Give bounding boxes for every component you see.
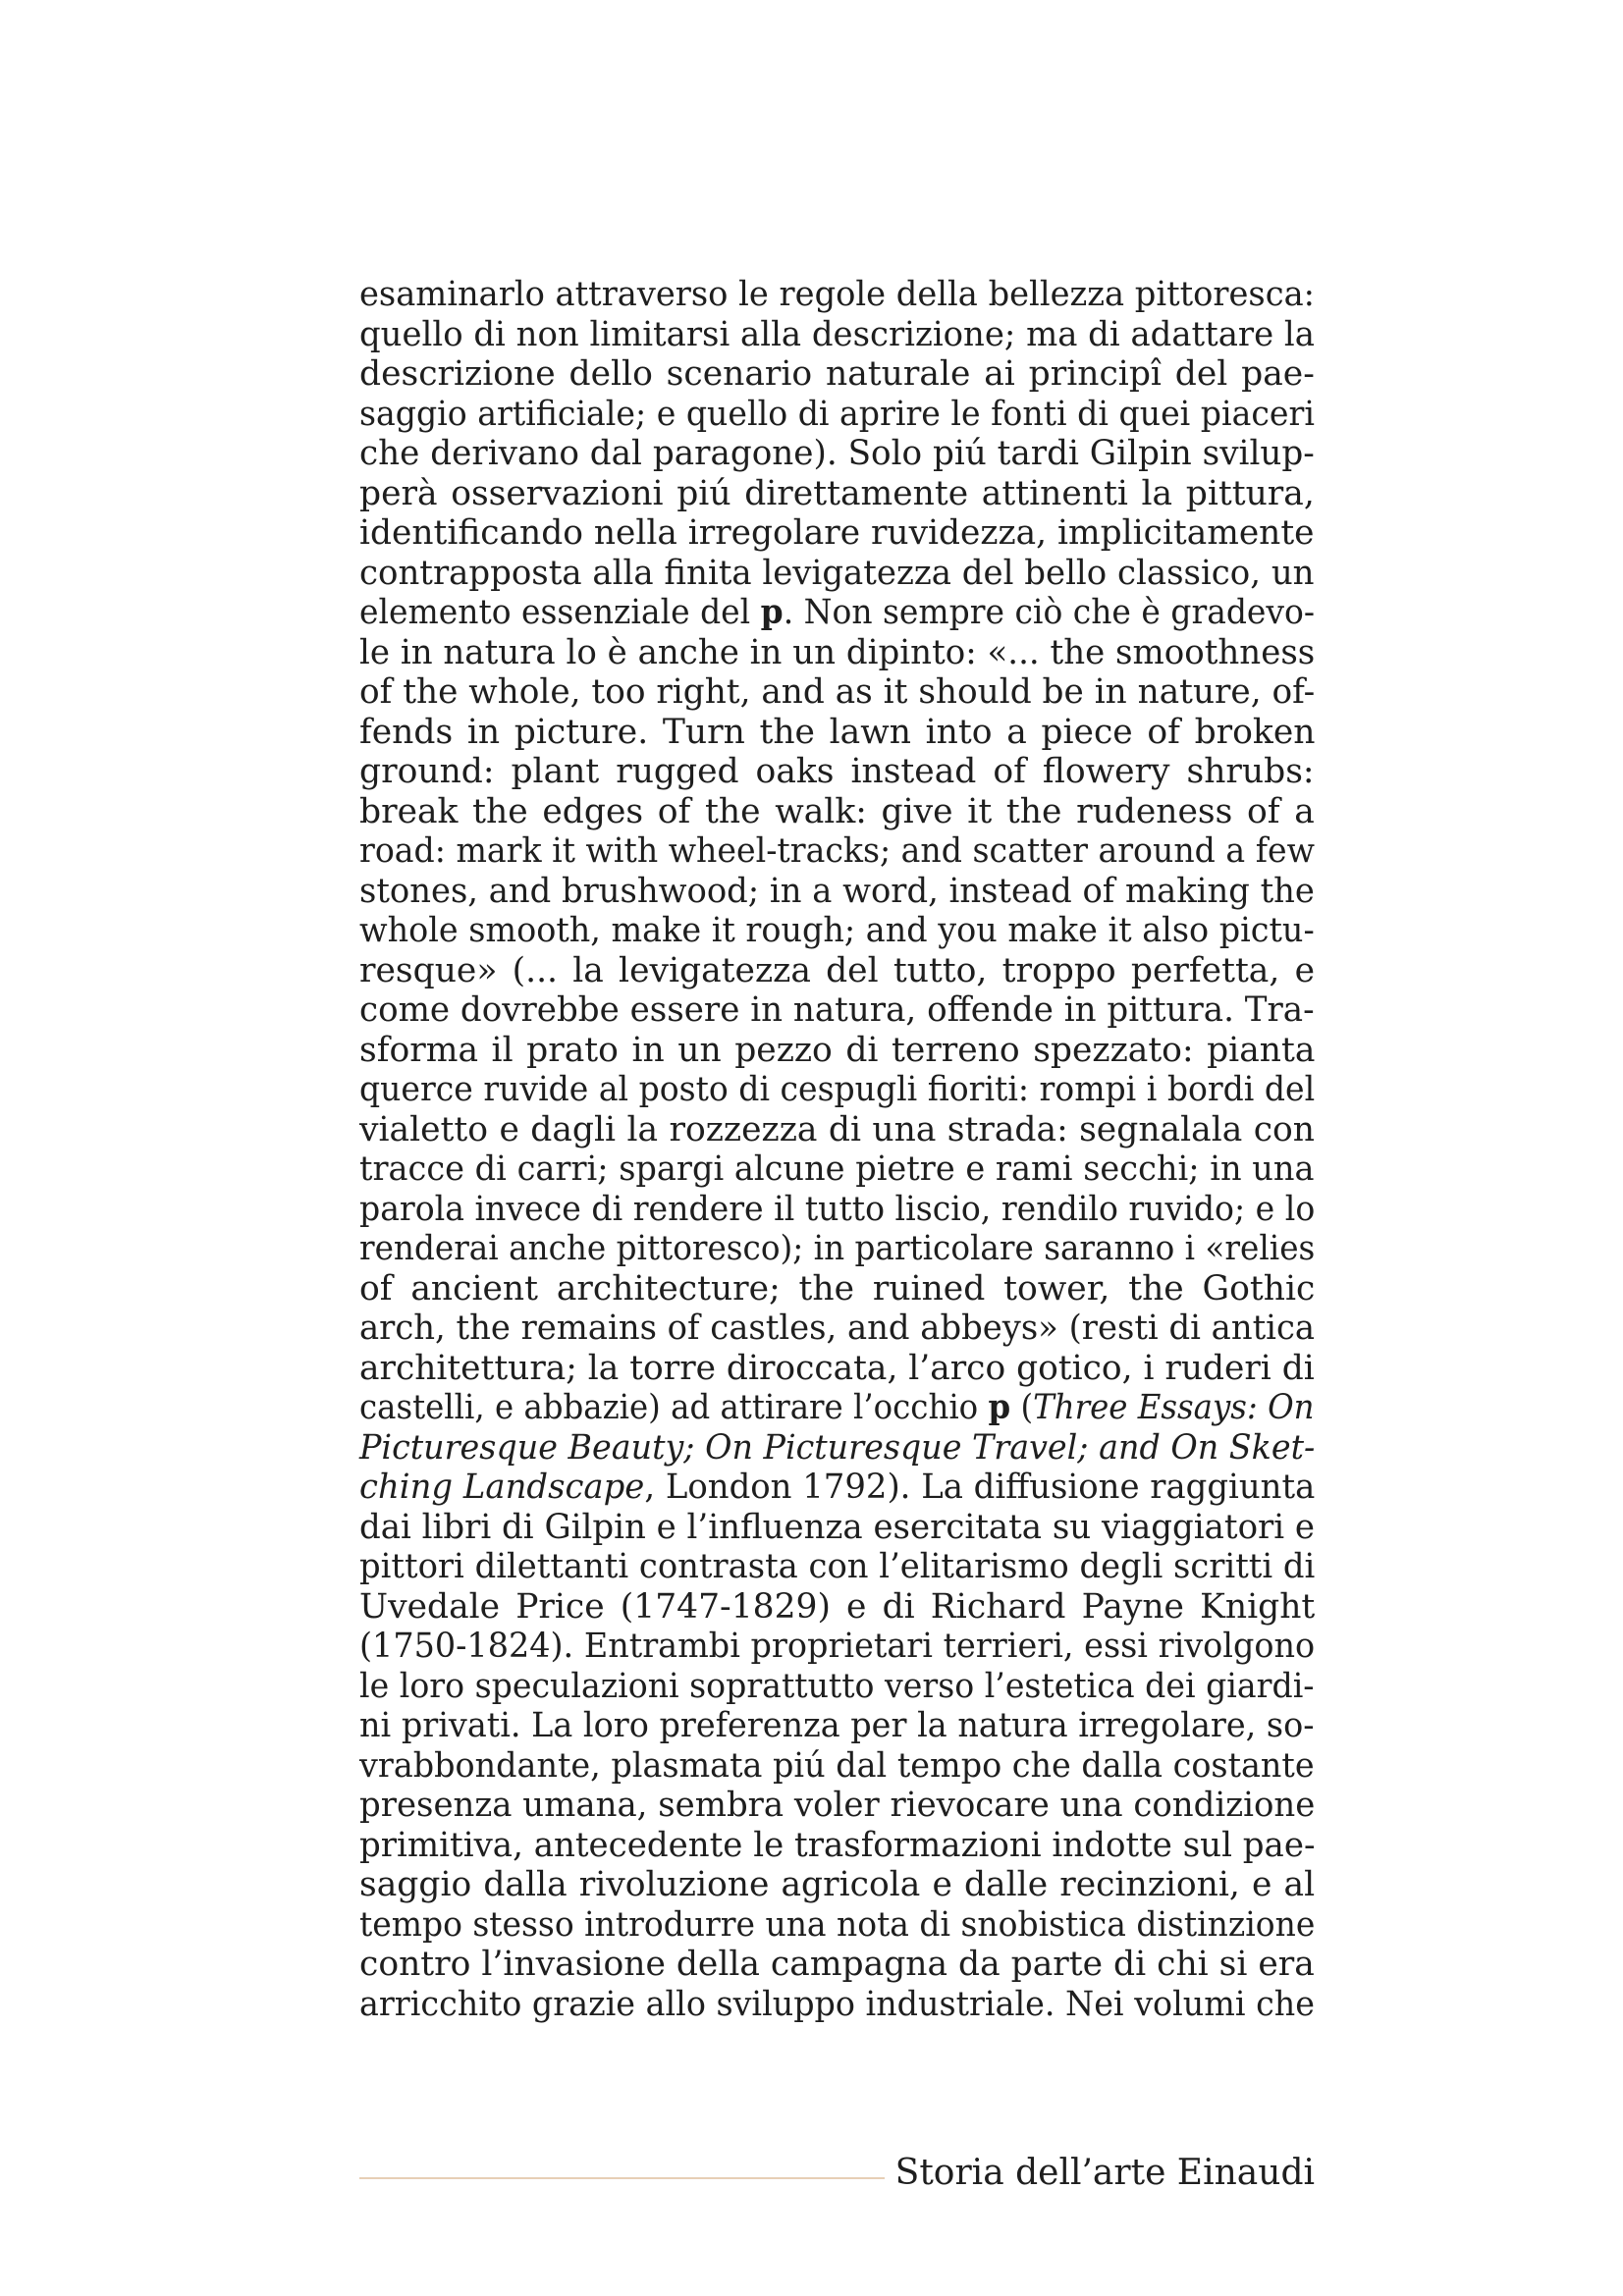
- text-line: [359, 951, 1315, 991]
- text-segment: . Non sempre ciò che è gradevo-: [783, 593, 1315, 632]
- text-line: [359, 1190, 1315, 1230]
- text-line: [359, 1149, 1315, 1190]
- italic-title: Picturesque Beauty; On Picturesque Travel; and On Sket-: [359, 1427, 1316, 1468]
- text-line: [359, 1269, 1315, 1309]
- text-line: [359, 474, 1315, 514]
- text-segment: saggio dalla rivoluzione agricola e dalle recinzioni, e al: [359, 1865, 1316, 1904]
- text-segment: (1750-1824). Entrambi proprietari terrieri, essi rivolgono: [359, 1627, 1316, 1666]
- text-line: [359, 1070, 1315, 1110]
- text-line: [359, 713, 1315, 753]
- text-line: [359, 395, 1315, 435]
- text-segment: break the edges of the walk: give it the rudeness of a: [359, 791, 1315, 831]
- text-line: [359, 1031, 1315, 1071]
- text-line: [359, 1229, 1315, 1269]
- text-segment: resque» (... la levigatezza del tutto, troppo perfetta, e: [359, 950, 1315, 990]
- text-segment: fends in picture. Turn the lawn into a piece of broken: [359, 712, 1316, 752]
- text-line: [359, 554, 1315, 594]
- text-segment: whole smooth, make it rough; and you make it also pictu-: [359, 911, 1315, 950]
- text-line: [359, 1746, 1315, 1787]
- text-segment: elemento essenziale del: [359, 593, 761, 632]
- bold-abbreviation: p: [988, 1388, 1011, 1427]
- text-segment: (: [1010, 1388, 1034, 1427]
- body-text: [359, 275, 1315, 2024]
- bold-abbreviation: p: [760, 593, 784, 632]
- text-line: [359, 911, 1315, 951]
- text-segment: descrizione dello scenario naturale ai principî del pae-: [359, 354, 1315, 394]
- text-segment: dai libri di Gilpin e l’influenza esercitata su viaggiatori e: [359, 1507, 1316, 1547]
- text-segment: querce ruvide al posto di cespugli fioriti: rompi i bordi del: [359, 1070, 1316, 1109]
- text-segment: perà osservazioni piú direttamente attinenti la pittura,: [359, 473, 1315, 513]
- text-segment: le loro speculazioni soprattutto verso l’estetica dei giardi-: [359, 1666, 1315, 1706]
- text-line: [359, 1547, 1315, 1587]
- footer-series-title: Storia dell’arte Einaudi: [894, 2153, 1315, 2193]
- text-segment: renderai anche pittoresco); in particolare saranno i «relies: [359, 1229, 1316, 1268]
- text-segment: of ancient architecture; the ruined tower, the Gothic: [359, 1268, 1316, 1308]
- text-line: [359, 1905, 1315, 1946]
- text-line: [359, 1308, 1315, 1349]
- text-line: [359, 672, 1315, 713]
- footer-rule: [359, 2177, 885, 2179]
- text-line: [359, 990, 1315, 1031]
- text-line: [359, 1110, 1315, 1150]
- text-line: [359, 872, 1315, 912]
- text-line: [359, 633, 1315, 673]
- text-segment: quello di non limitarsi alla descrizione; ma di adattare la: [359, 314, 1315, 354]
- text-line: [359, 1786, 1315, 1826]
- text-line: [359, 1865, 1315, 1905]
- text-line: [359, 831, 1315, 872]
- text-segment: Uvedale Price (1747-1829) e di Richard Payne Knight: [359, 1586, 1316, 1627]
- text-segment: esaminarlo attraverso le regole della bellezza pittoresca:: [359, 275, 1315, 314]
- text-segment: stones, and brushwood; in a word, instead of making the: [359, 871, 1315, 911]
- text-line: [359, 1627, 1315, 1667]
- text-segment: pittori dilettanti contrasta con l’elitarismo degli scritti di: [359, 1547, 1316, 1586]
- text-line: [359, 1587, 1315, 1628]
- text-line: [359, 593, 1315, 633]
- text-segment: tracce di carri; spargi alcune pietre e rami secchi; in una: [359, 1149, 1315, 1189]
- text-segment: le in natura lo è anche in un dipinto: «... the smoothness: [359, 632, 1316, 672]
- text-segment: vialetto e dagli la rozzezza di una strada: segnalala con: [359, 1109, 1316, 1149]
- text-line: [359, 275, 1315, 315]
- text-segment: contro l’invasione della campagna da parte di chi si era: [359, 1945, 1315, 1984]
- text-segment: of the whole, too right, and as it should be in nature, of-: [359, 672, 1316, 712]
- text-segment: arch, the remains of castles, and abbeys» (resti di antica: [359, 1308, 1316, 1348]
- text-line: [359, 513, 1315, 554]
- text-line: [359, 434, 1315, 474]
- text-segment: saggio artificiale; e quello di aprire le fonti di quei piaceri: [359, 394, 1315, 434]
- italic-title: Three Essays: On: [1033, 1388, 1315, 1427]
- text-segment: che derivano dal paragone). Solo piú tardi Gilpin svilup-: [359, 434, 1315, 473]
- text-segment: arricchito grazie allo sviluppo industriale. Nei volumi che: [359, 1984, 1315, 2024]
- text-segment: ground: plant rugged oaks instead of flowery shrubs:: [359, 752, 1315, 791]
- text-segment: sforma il prato in un pezzo di terreno spezzato: pianta: [359, 1030, 1316, 1070]
- text-segment: architettura; la torre diroccata, l’arco gotico, i ruderi di: [359, 1348, 1315, 1388]
- text-line: [359, 792, 1315, 832]
- text-segment: road: mark it with wheel-tracks; and scatter around a few: [359, 831, 1315, 871]
- text-segment: tempo stesso introdurre una nota di snobistica distinzione: [359, 1904, 1316, 1945]
- text-segment: contrapposta alla finita levigatezza del bello classico, un: [359, 553, 1315, 593]
- text-segment: parola invece di rendere il tutto liscio, rendilo ruvido; e lo: [359, 1189, 1316, 1229]
- text-segment: ni privati. La loro preferenza per la natura irregolare, so-: [359, 1706, 1315, 1745]
- text-segment: identificando nella irregolare ruvidezza, implicitamente: [359, 513, 1315, 553]
- text-segment: vrabbondante, plasmata piú dal tempo che dalla costante: [359, 1745, 1315, 1786]
- text-segment: , London 1792). La diffusione raggiunta: [644, 1468, 1316, 1507]
- text-line: [359, 1706, 1315, 1746]
- text-line: [359, 1468, 1315, 1508]
- text-segment: presenza umana, sembra voler rievocare una condizione: [359, 1786, 1316, 1825]
- text-segment: castelli, e abbazie) ad attirare l’occhio: [359, 1388, 989, 1427]
- text-line: [359, 1349, 1315, 1389]
- text-line: [359, 1667, 1315, 1707]
- italic-title: ching Landscape: [359, 1468, 645, 1507]
- text-line: [359, 315, 1315, 355]
- text-line: [359, 1985, 1315, 2025]
- text-line: [359, 1945, 1315, 1985]
- text-line: [359, 1508, 1315, 1548]
- text-segment: come dovrebbe essere in natura, offende in pittura. Tra-: [359, 990, 1315, 1030]
- text-line: [359, 1826, 1315, 1866]
- text-line: [359, 354, 1315, 395]
- text-segment: primitiva, antecedente le trasformazioni indotte sul pae-: [359, 1825, 1316, 1865]
- text-line: [359, 752, 1315, 792]
- text-line: [359, 1388, 1315, 1428]
- text-line: [359, 1428, 1315, 1468]
